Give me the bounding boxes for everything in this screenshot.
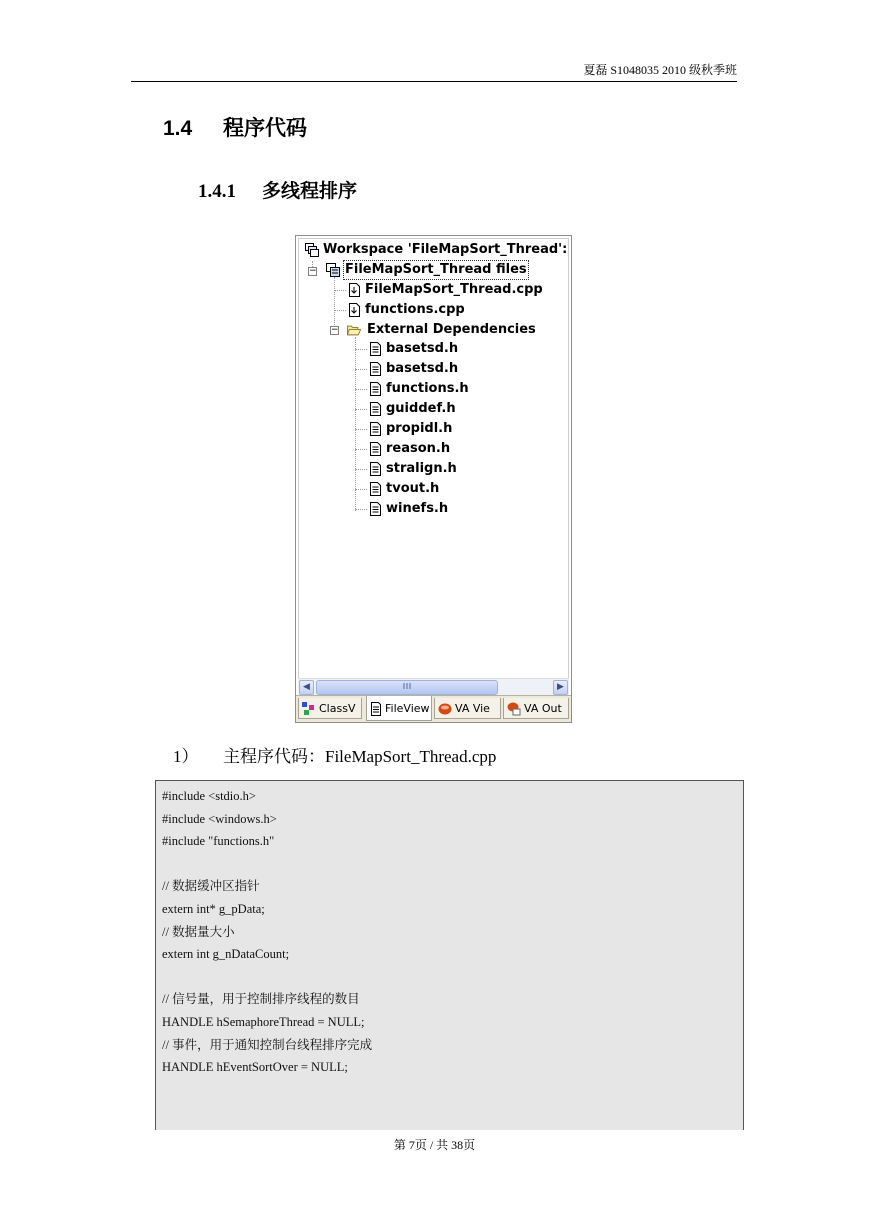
code-line: #include <windows.h> xyxy=(162,811,277,826)
tab-va-outline[interactable] xyxy=(503,698,569,719)
header-file-icon xyxy=(368,382,382,396)
tree-label: guiddef.h xyxy=(386,401,456,416)
code-line: HANDLE hEventSortOver = NULL; xyxy=(162,1060,348,1075)
code-line: #include <stdio.h> xyxy=(162,789,256,803)
code-block xyxy=(155,780,744,1130)
collapse-toggle-icon[interactable]: − xyxy=(331,325,339,335)
tree-label: FileMapSort_Thread files xyxy=(345,262,527,277)
file-tree xyxy=(298,238,569,684)
tab-va-view[interactable] xyxy=(434,698,501,719)
tab-label: FileView xyxy=(385,702,430,715)
cpp-file-icon xyxy=(347,283,361,297)
tree-label: Workspace 'FileMapSort_Thread': xyxy=(323,242,568,257)
scroll-thumb[interactable]: III xyxy=(316,680,498,695)
va-view-icon xyxy=(438,702,452,716)
tab-fileview[interactable] xyxy=(366,696,432,721)
page-footer: 第 7页 / 共 38页 xyxy=(393,1138,476,1152)
header-file-icon xyxy=(368,422,382,436)
workspace-icon xyxy=(305,243,319,257)
code-line: #include "functions.h" xyxy=(162,834,275,849)
caption-text: 主程序代码：FileMapSort_Thread.cpp xyxy=(223,747,497,766)
header-file-icon xyxy=(368,442,382,456)
tree-label: stralign.h xyxy=(386,461,457,476)
tree-label: tvout.h xyxy=(386,481,440,496)
code-line: HANDLE hSemaphoreThread = NULL; xyxy=(162,1014,365,1029)
header-file-icon xyxy=(368,362,382,376)
header-file-icon xyxy=(368,342,382,356)
cpp-file-icon xyxy=(347,303,361,317)
tree-label: functions.cpp xyxy=(365,302,465,317)
tab-label: VA Vie xyxy=(455,702,490,715)
header-file-icon xyxy=(368,462,382,476)
code-line xyxy=(162,966,743,989)
tree-label: basetsd.h xyxy=(386,341,459,356)
code-line: extern int g_nDataCount; xyxy=(162,947,290,962)
header-file-icon xyxy=(368,402,382,416)
tree-label: basetsd.h xyxy=(386,361,459,376)
code-line: // 事件，用于通知控制台线程排序完成 xyxy=(162,1037,373,1052)
section-number: 1.4 xyxy=(163,117,193,140)
tab-classview[interactable] xyxy=(298,698,362,719)
section-heading xyxy=(163,116,307,142)
tree-label: functions.h xyxy=(386,381,469,396)
tree-label: propidl.h xyxy=(386,421,453,436)
tree-label: reason.h xyxy=(386,441,451,456)
class-view-icon xyxy=(302,702,316,716)
project-icon xyxy=(326,263,340,277)
horizontal-scrollbar[interactable] xyxy=(298,678,569,696)
tab-label: VA Out xyxy=(524,702,562,715)
code-line: extern int* g_pData; xyxy=(162,901,265,916)
tree-label: winefs.h xyxy=(386,501,449,516)
open-folder-icon xyxy=(347,323,361,337)
code-line: // 数据缓冲区指针 xyxy=(162,879,260,894)
va-outline-icon xyxy=(507,702,521,716)
subsection-title: 多线程排序 xyxy=(262,181,358,202)
subsection-heading xyxy=(198,179,357,205)
scroll-right-icon[interactable]: ▶ xyxy=(553,680,568,695)
code-caption xyxy=(173,745,496,769)
header-file-icon xyxy=(368,502,382,516)
subsection-number: 1.4.1 xyxy=(198,181,236,202)
code-line: // 数据量大小 xyxy=(162,924,235,939)
code-line: // 信号量，用于控制排序线程的数目 xyxy=(162,992,360,1007)
workspace-panel xyxy=(295,235,572,723)
tab-label: ClassV xyxy=(319,702,356,715)
tree-label: FileMapSort_Thread.cpp xyxy=(365,282,543,297)
workspace-tabs xyxy=(296,695,571,722)
scroll-left-icon[interactable]: ◀ xyxy=(299,680,314,695)
header-file-icon xyxy=(368,482,382,496)
section-title: 程序代码 xyxy=(223,117,307,140)
collapse-toggle-icon[interactable]: − xyxy=(309,266,317,276)
caption-index: 1） xyxy=(173,747,199,766)
file-view-icon xyxy=(370,702,382,716)
code-line xyxy=(162,853,743,876)
page-header: 夏磊 S1048035 2010 级秋季班 xyxy=(131,60,737,82)
tree-label: External Dependencies xyxy=(367,322,536,337)
